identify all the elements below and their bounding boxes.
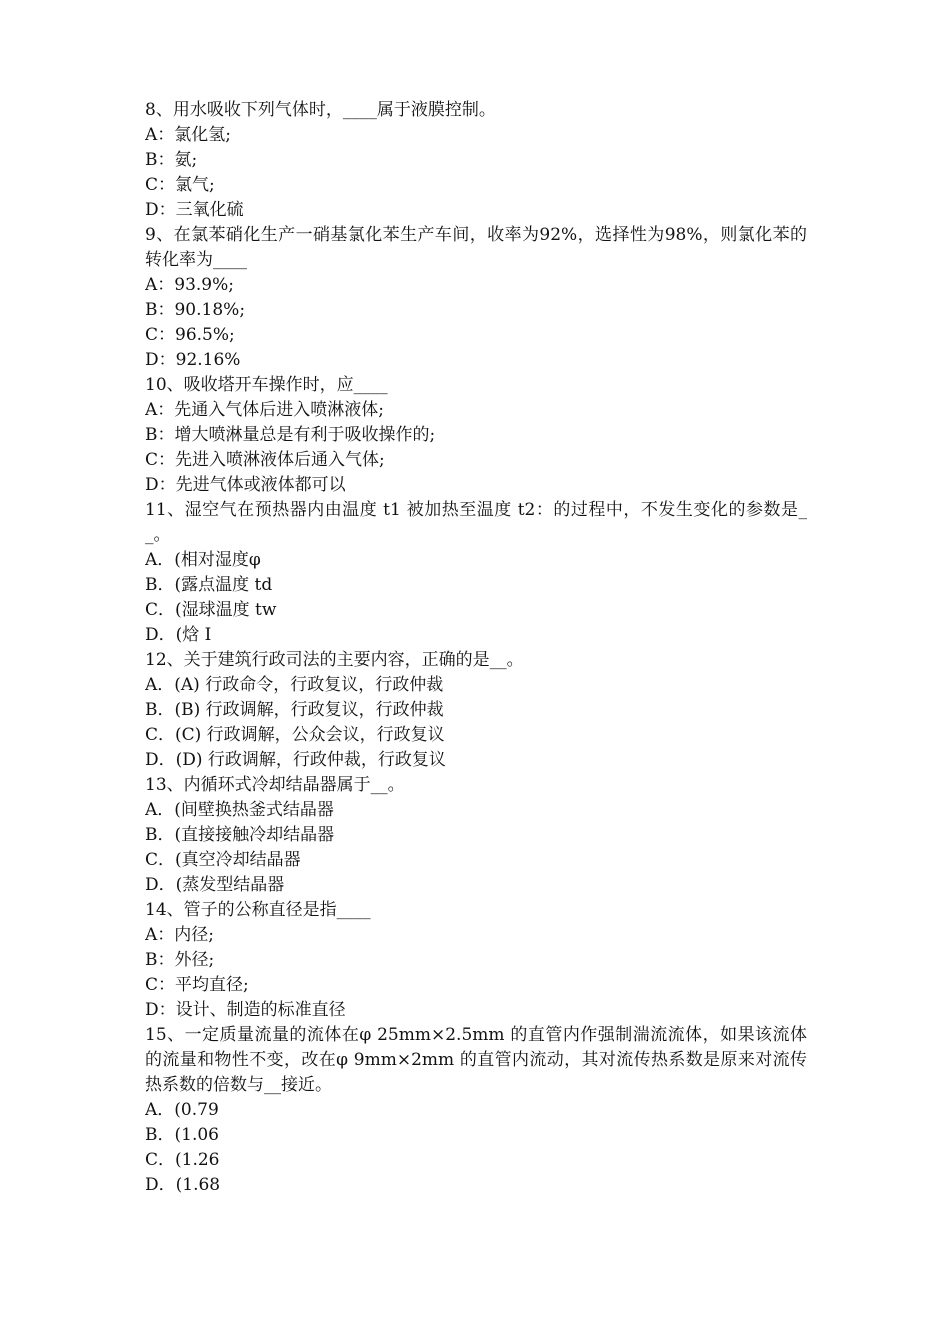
question-12 xyxy=(145,648,807,773)
option-d: D．(1.68 xyxy=(145,1175,221,1195)
option-d: D：92.16% xyxy=(145,350,241,370)
option-c: C：96.5%; xyxy=(145,325,235,345)
question-text: 11、湿空气在预热器内由温度 t1 被加热至温度 t2：的过程中，不发生变化的参数是__。 xyxy=(145,500,807,545)
question-15 xyxy=(145,1023,807,1198)
question-11 xyxy=(145,498,807,648)
question-14 xyxy=(145,898,807,1023)
option-c: C．(1.26 xyxy=(145,1150,220,1170)
option-d: D：三氧化硫 xyxy=(145,200,244,220)
option-c: C：先进入喷淋液体后通入气体; xyxy=(145,450,385,470)
option-b: B．(1.06 xyxy=(145,1125,219,1145)
option-a: A．(A) 行政命令，行政复议，行政仲裁 xyxy=(145,675,444,695)
option-d: D：先进气体或液体都可以 xyxy=(145,475,346,495)
option-b: B：外径; xyxy=(145,950,215,970)
question-text: 13、内循环式冷却结晶器属于__。 xyxy=(145,775,405,795)
question-text: 8、用水吸收下列气体时，____属于液膜控制。 xyxy=(145,100,496,120)
option-d: D：设计、制造的标准直径 xyxy=(145,1000,346,1020)
option-b: B：氨; xyxy=(145,150,198,170)
option-a: A：内径; xyxy=(145,925,215,945)
question-8 xyxy=(145,98,807,223)
question-text: 10、吸收塔开车操作时，应____ xyxy=(145,375,388,395)
question-10 xyxy=(145,373,807,498)
option-b: B：90.18%; xyxy=(145,300,246,320)
option-c: C．(C) 行政调解，公众会议，行政复议 xyxy=(145,725,445,745)
option-a: A．(0.79 xyxy=(145,1100,219,1120)
option-c: C．(湿球温度 tw xyxy=(145,600,277,620)
option-d: D．(焓 I xyxy=(145,625,212,645)
option-b: B：增大喷淋量总是有利于吸收操作的; xyxy=(145,425,436,445)
option-a: A：先通入气体后进入喷淋液体; xyxy=(145,400,385,420)
option-a: A．(相对湿度φ xyxy=(145,550,261,570)
question-text: 12、关于建筑行政司法的主要内容，正确的是__。 xyxy=(145,650,524,670)
document-page xyxy=(145,98,807,1198)
option-c: C：平均直径; xyxy=(145,975,249,995)
question-13 xyxy=(145,773,807,898)
question-text: 9、在氯苯硝化生产一硝基氯化苯生产车间，收率为92%，选择性为98%，则氯化苯的转化率为____ xyxy=(145,225,807,270)
question-text: 15、一定质量流量的流体在φ 25mm×2.5mm 的直管内作强制湍流流体，如果该流体的流量和物性不变，改在φ 9mm×2mm 的直管内流动，其对流传热系数是原来对流传热系数的倍数与__接近。 xyxy=(145,1025,807,1095)
option-a: A：氯化氢; xyxy=(145,125,232,145)
option-c: C．(真空冷却结晶器 xyxy=(145,850,301,870)
option-a: A：93.9%; xyxy=(145,275,235,295)
question-9 xyxy=(145,223,807,373)
option-b: B．(直接接触冷却结晶器 xyxy=(145,825,335,845)
option-a: A．(间壁换热釜式结晶器 xyxy=(145,800,334,820)
option-d: D．(蒸发型结晶器 xyxy=(145,875,285,895)
option-b: B．(B) 行政调解，行政复议，行政仲裁 xyxy=(145,700,444,720)
option-b: B．(露点温度 td xyxy=(145,575,273,595)
option-c: C：氯气; xyxy=(145,175,215,195)
option-d: D．(D) 行政调解，行政仲裁，行政复议 xyxy=(145,750,446,770)
question-text: 14、管子的公称直径是指____ xyxy=(145,900,371,920)
